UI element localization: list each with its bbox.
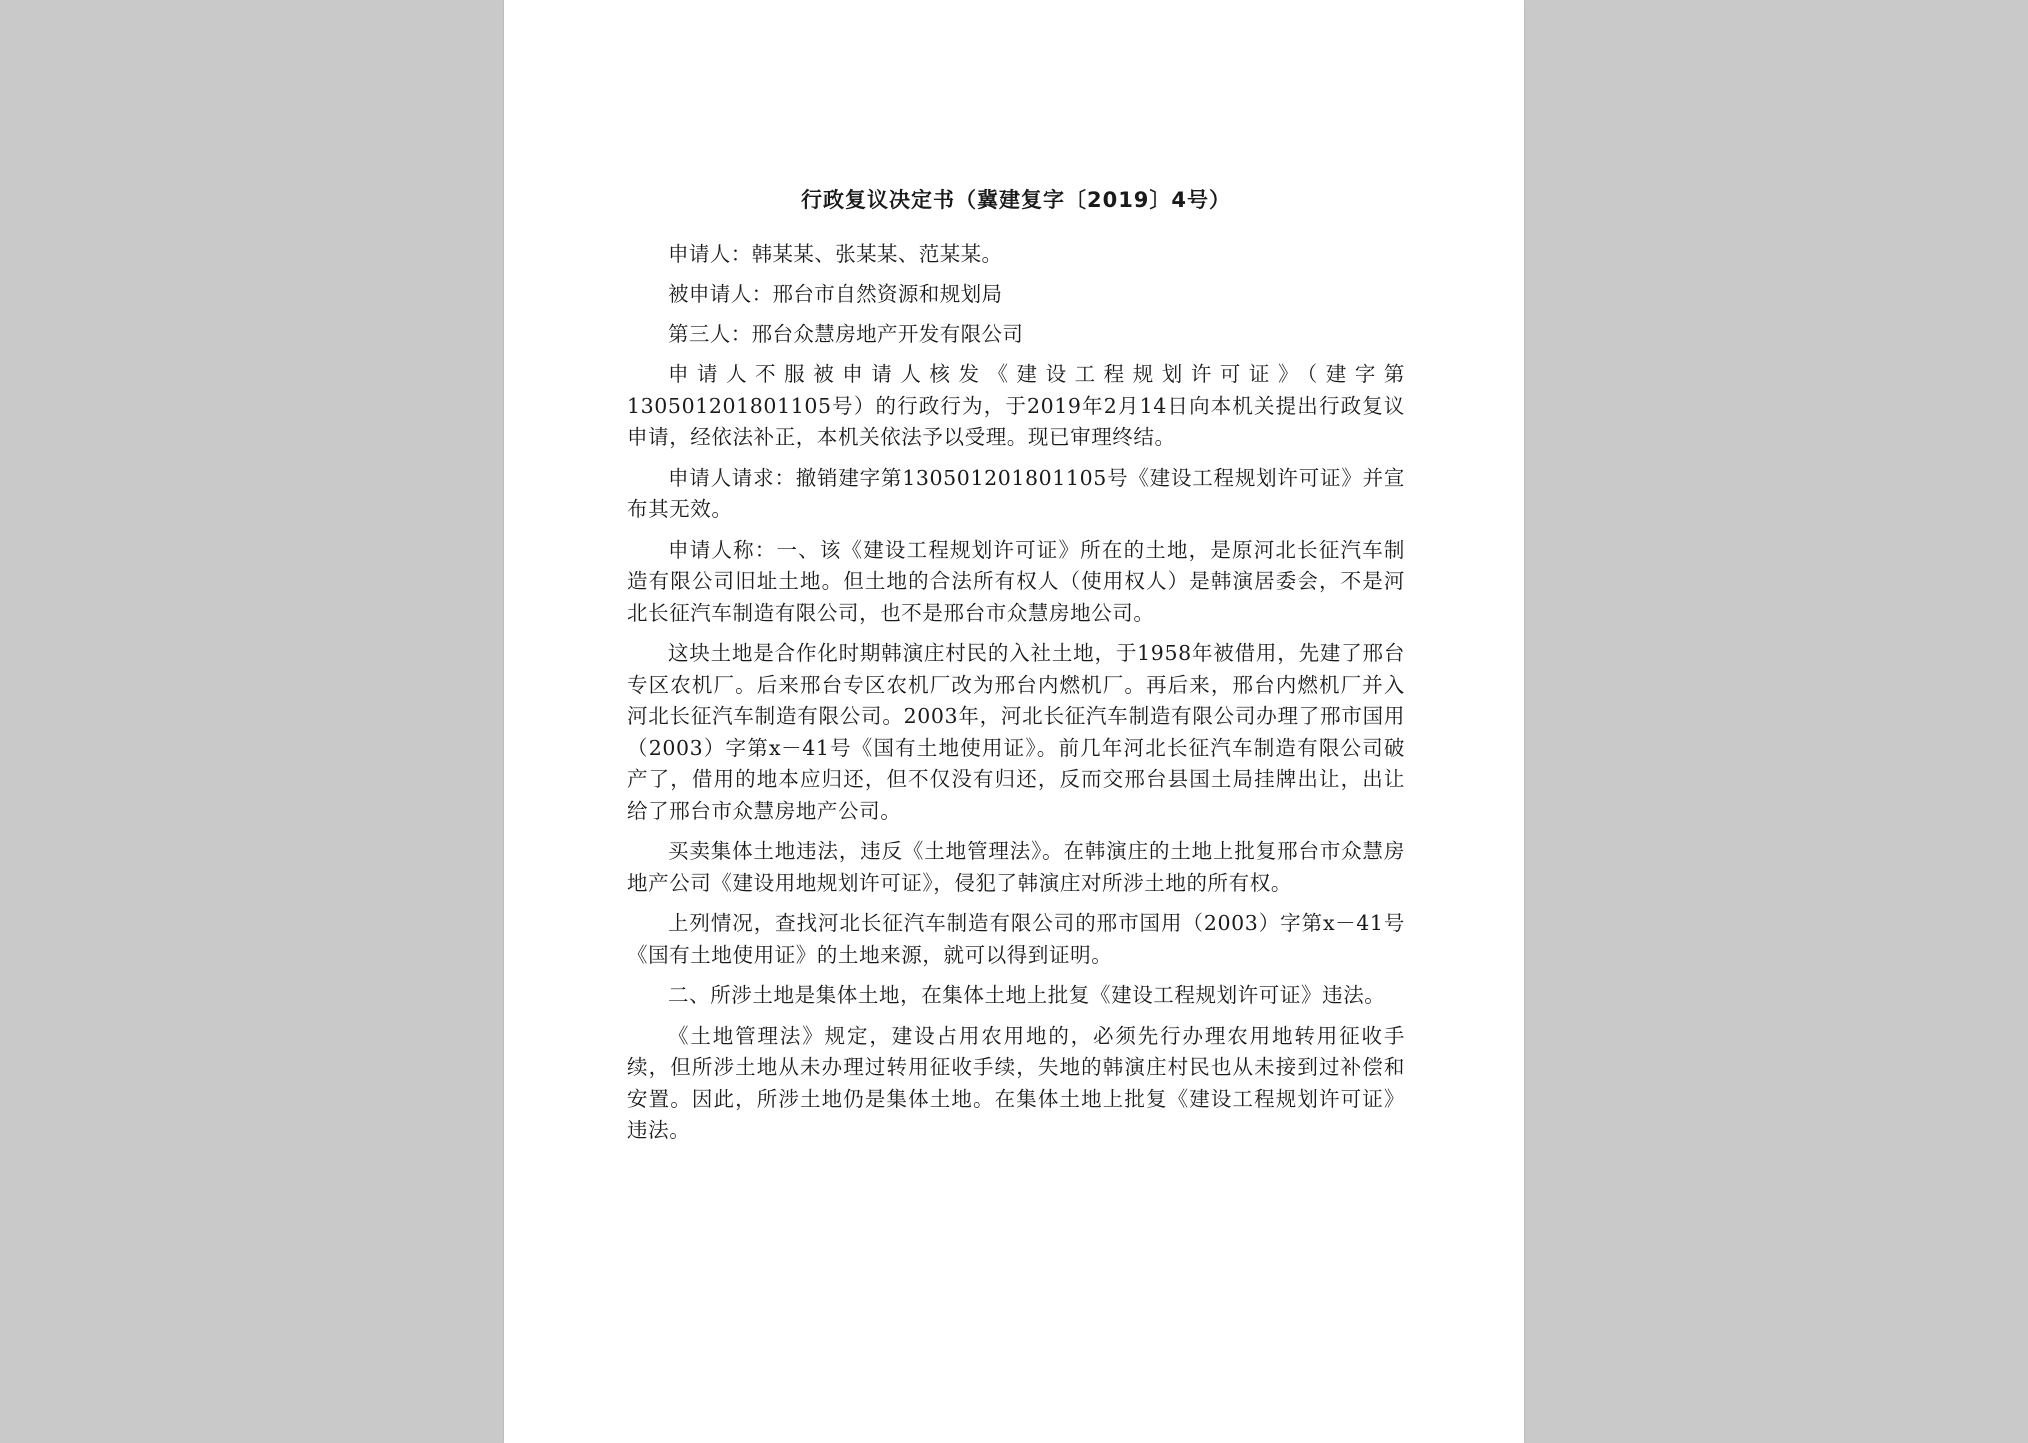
applicant-line: 申请人：韩某某、张某某、范某某。	[668, 242, 1003, 266]
document-title: 行政复议决定书（冀建复字〔2019〕4号）	[800, 188, 1232, 212]
document-page	[504, 0, 1524, 1443]
paragraph-land-law: 《土地管理法》规定，建设占用农用地的，必须先行办理农用地转用征收手续，但所涉土地从未办理过转用征收手续，失地的韩演庄村民也从未接到过补偿和安置。因此，所涉土地仍是集体土地。在集体土地上批复《建设工程规划许可证》违法。	[627, 1023, 1405, 1142]
respondent-line: 被申请人：邢台市自然资源和规划局	[668, 282, 1003, 306]
page-content	[627, 185, 1405, 1156]
third-party-line: 第三人：邢台众慧房地产开发有限公司	[668, 322, 1024, 346]
paragraph-application: 申请人不服被申请人核发《建设工程规划许可证》（建字第130501201801105号）的行政行为，于2019年2月14日向本机关提出行政复议申请，经依法补正，本机关依法予以受理。现已审理终结。	[627, 362, 1405, 449]
paragraph-request: 申请人请求：撤销建字第130501201801105号《建设工程规划许可证》并宣布其无效。	[627, 465, 1405, 521]
paragraph-illegal-sale: 买卖集体土地违法，违反《土地管理法》。在韩演庄的土地上批复邢台市众慧房地产公司《建设用地规划许可证》，侵犯了韩演庄对所涉土地的所有权。	[627, 839, 1405, 895]
paragraph-land-history: 这块土地是合作化时期韩演庄村民的入社土地，于1958年被借用，先建了邢台专区农机厂。后来邢台专区农机厂改为邢台内燃机厂。再后来，邢台内燃机厂并入河北长征汽车制造有限公司。2003年，河北长征汽车制造有限公司办理了邢市国用（2003）字第x－41号《国有土地使用证》。前几年河北长征汽车制造有限公司破产了，借用的地本应归还，但不仅没有归还，反而交邢台县国土局挂牌出让，出让给了邢台市众慧房地产公司。	[627, 641, 1405, 823]
paragraph-evidence: 上列情况，查找河北长征汽车制造有限公司的邢市国用（2003）字第x－41号《国有土地使用证》的土地来源，就可以得到证明。	[627, 911, 1405, 967]
paragraph-claim-one: 申请人称：一、该《建设工程规划许可证》所在的土地，是原河北长征汽车制造有限公司旧址土地。但土地的合法所有权人（使用权人）是韩演居委会，不是河北长征汽车制造有限公司，也不是邢台市众慧房地公司。	[627, 537, 1405, 625]
paragraph-claim-two: 二、所涉土地是集体土地，在集体土地上批复《建设工程规划许可证》违法。	[668, 983, 1386, 1007]
